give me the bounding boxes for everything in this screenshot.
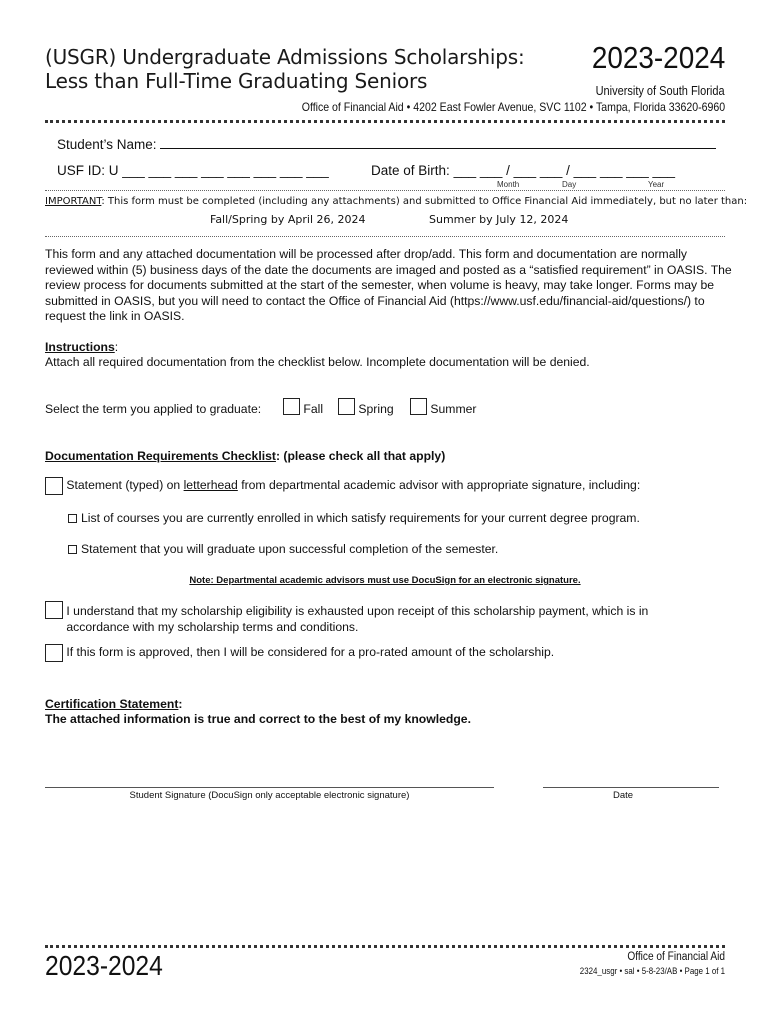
dob-label: Date of Birth: [371,163,450,178]
student-name-field[interactable] [160,134,716,149]
deadline-summer: Summer by July 12, 2024 [429,213,569,226]
dob-row [371,163,675,178]
checklist-item-letterhead [45,477,640,495]
date-caption: Date [612,790,634,801]
spring-checkbox[interactable] [338,398,355,415]
certification-colon: : [178,697,183,711]
graduate-square-icon [68,545,77,554]
fall-label: Fall [303,401,324,416]
instructions-text: Attach all required documentation from the checklist below. Incomplete documentation will be denied. [45,355,590,369]
sub1-text: List of courses you are currently enrolled in which satisfy requirements for your current degree program. [81,511,640,525]
checklist-subitem-courses [68,511,640,525]
letterhead-checkbox[interactable] [45,477,63,495]
checklist-heading-suffix: : (please check all that apply) [275,449,446,463]
eligibility-line1: I understand that my scholarship eligibility is exhausted upon receipt of this scholarship payment, which is in [66,604,649,618]
fields-divider [45,190,725,191]
form-title [45,45,524,93]
checklist-heading-text: Documentation Requirements Checklist [45,449,276,463]
checklist-subitem-graduate [68,542,498,556]
docusign-note-text: Note: Departmental academic advisors must use DocuSign for an electronic signature. [189,575,581,586]
prorated-checkbox[interactable] [45,644,63,662]
checklist-item-prorated [45,644,554,662]
important-label: IMPORTANT [45,196,102,207]
eligibility-checkbox[interactable] [45,601,63,619]
sub2-text: Statement that you will graduate upon successful completion of the semester. [81,542,499,556]
letterhead-text: letterhead [183,478,238,493]
university-name: University of South Florida [595,84,725,98]
term-option-fall[interactable] [283,398,323,415]
courses-square-icon [68,514,77,523]
docusign-note [0,575,770,586]
office-address: Office of Financial Aid • 4202 East Fowler Avenue, SVC 1102 • Tampa, Florida 33620-6960 [301,100,725,114]
dob-field[interactable]: ___ ___ / ___ ___ / ___ ___ ___ ___ [453,163,676,178]
important-notice [45,196,747,207]
prorated-text: If this form is approved, then I will be considered for a pro-rated amount of the scholarship. [66,645,555,660]
form-code: 2324_usgr • sal • 5-8-23/AB • Page 1 of 1 [579,966,725,976]
usf-id-label: USF ID: U [57,163,119,178]
item1-post: from departmental academic advisor with appropriate signature, including: [237,478,641,493]
student-signature-caption: Student Signature (DocuSign only acceptable electronic signature) [129,790,410,801]
certification-text: The attached information is true and correct to the best of my knowledge. [45,712,471,726]
certification-heading [45,697,182,711]
fall-checkbox[interactable] [283,398,300,415]
day-label: Day [562,180,577,189]
summer-checkbox[interactable] [410,398,427,415]
checklist-item-eligibility [45,601,648,635]
footer-office: Office of Financial Aid [627,951,725,963]
student-name-label: Student’s Name: [57,137,157,152]
deadline-fall-spring: Fall/Spring by April 26, 2024 [210,213,366,226]
student-signature-line[interactable] [45,787,494,788]
aid-year: 2023-2024 [591,40,725,75]
checklist-heading [45,449,445,463]
important-divider [45,236,725,237]
date-signature-line[interactable] [543,787,719,788]
footer-year: 2023-2024 [45,950,163,981]
footer-divider [45,945,725,948]
eligibility-line2: accordance with my scholarship terms and conditions. [66,620,359,634]
usf-id-field[interactable]: ___ ___ ___ ___ ___ ___ ___ ___ [122,163,329,178]
header-divider [45,120,725,123]
usf-id-row [57,163,329,178]
spring-label: Spring [358,401,394,416]
important-text: : This form must be completed (including any attachments) and submitted to Office Financial Aid immediately, but no later than: [101,196,748,207]
form-title-line2: Less than Full-Time Graduating Seniors [45,69,428,93]
instructions-heading [45,340,118,354]
student-name-row [57,134,716,152]
instructions-colon: : [114,340,119,354]
form-title-line1: (USGR) Undergraduate Admissions Scholarships: [45,45,525,69]
year-label: Year [648,180,665,189]
intro-paragraph: This form and any attached documentation will be processed after drop/add. This form and documentation are normally reviewed within (5) business days of the date the documents are imaged and posted as a “satisfied requirement” in OASIS. The review process for documents submitted at the start of the semester, when volume is heavy, may take longer. Forms may be submitted in OASIS, but you will need to contact the Office of Financial Aid (https://www.usf.edu/financial-aid/questions/) to request the link in OASIS. [45,247,732,324]
month-label: Month [497,180,520,189]
item1-pre: Statement (typed) on [66,478,184,493]
term-option-summer[interactable] [410,398,476,415]
instructions-heading-text: Instructions [45,340,115,354]
certification-heading-text: Certification Statement [45,697,179,711]
term-option-spring[interactable] [338,398,394,415]
term-label: Select the term you applied to graduate: [45,402,262,416]
summer-label: Summer [430,401,477,416]
eligibility-text [66,601,648,635]
